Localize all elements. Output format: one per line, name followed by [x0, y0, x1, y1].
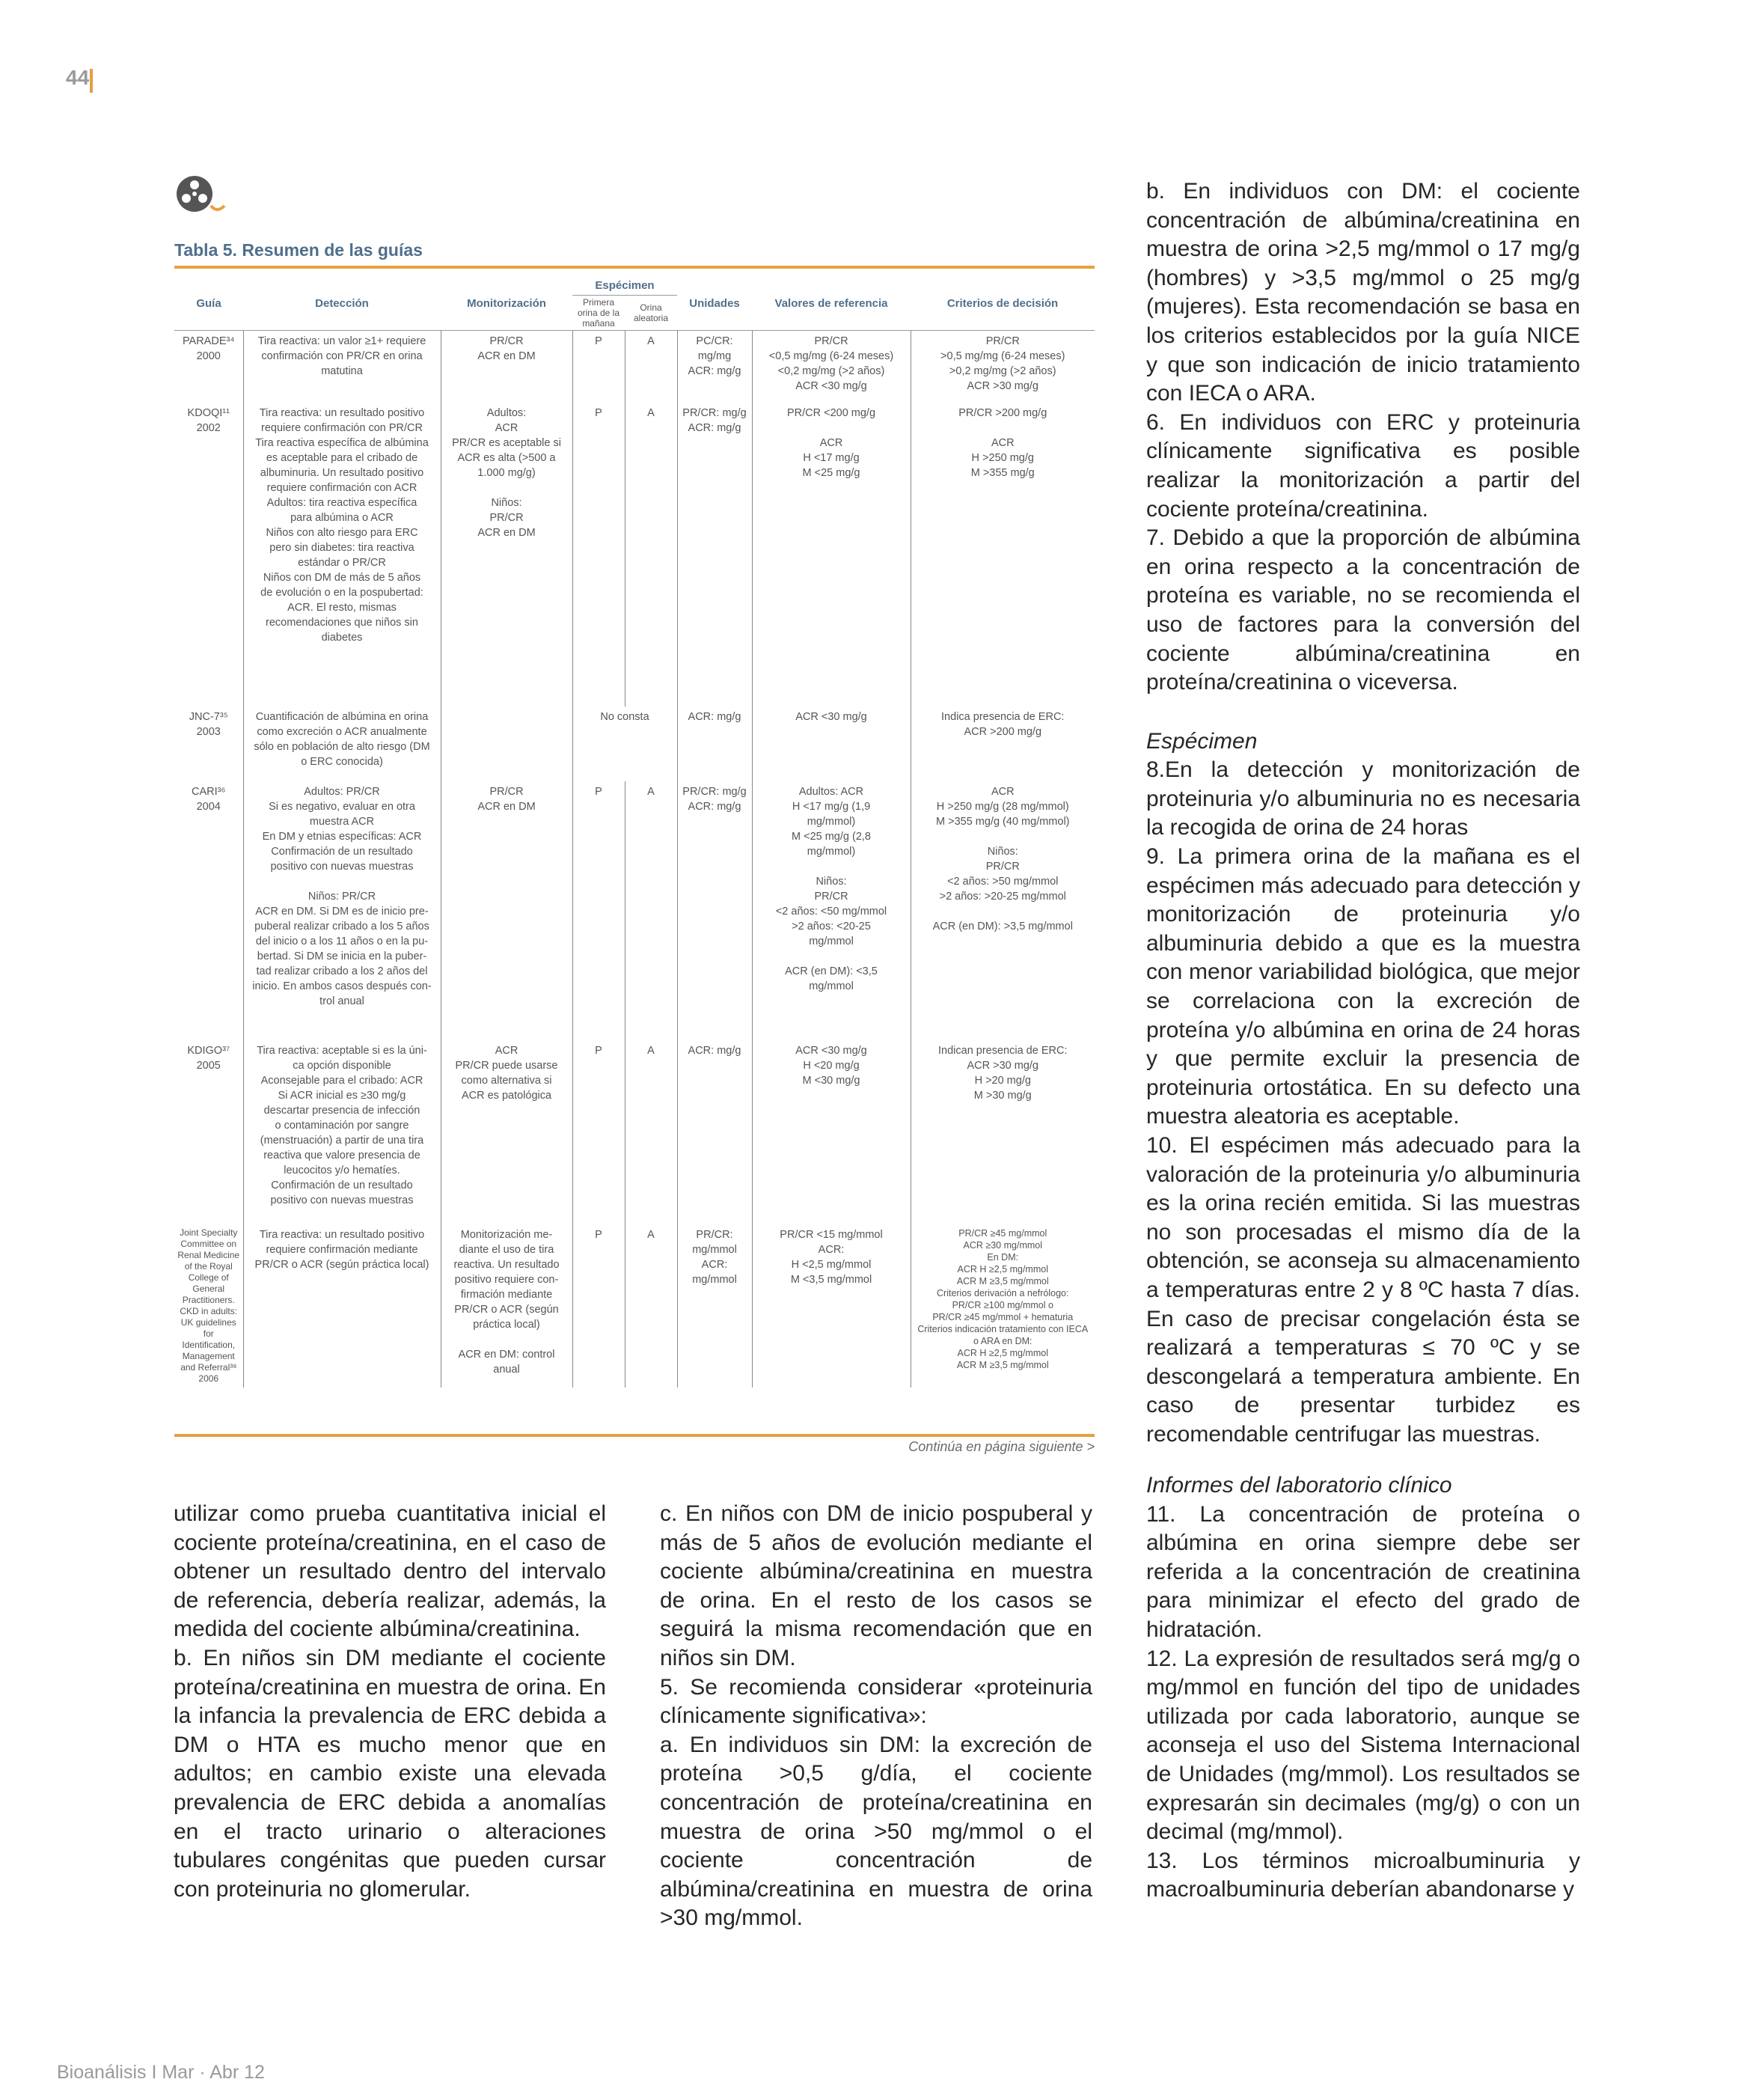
header-deteccion: Detección	[243, 277, 441, 331]
film-reel-icon	[174, 173, 227, 218]
cell-unidades: PR/CR: mg/mmol ACR: mg/mmol	[677, 1224, 752, 1388]
paragraph: c. En niños con DM de inicio pospuberal y más de 5 años de evolución mediante el cociente albúmina/creatinina en muestra de orina. En el resto de los casos se seguirá la misma recomendación que en niños sin DM.	[660, 1501, 1092, 1670]
cell-aleatoria: A	[625, 403, 677, 706]
header-valores: Valores de referencia	[752, 277, 911, 331]
cell-guia: JNC-7³⁵ 2003	[189, 710, 228, 738]
section-heading-especimen: Espécimen	[1146, 728, 1258, 754]
cell-valores: PR/CR <15 mg/mmol ACR: H <2,5 mg/mmol M <3,5 mg/mmol	[752, 1224, 911, 1388]
table-row	[174, 1224, 1095, 1388]
cell-deteccion: Adultos: PR/CR Si es negativo, evaluar en otra muestra ACR En DM y etnias específicas: ACR Confirmación de un resultado positivo con nuevas muestras Niños: PR/CR ACR en DM. Si DM es de inicio pre- puberal realizar cribado a los 5 años del inicio o a los 11 años o en la pu- bertad. Si DM se inicia en la puber- tad realizar cribado a los 2 años del inicio. En ambos casos después con- trol anual	[243, 781, 441, 1040]
paragraph: 11. La concentración de proteína o albúmina en orina siempre debe ser referida a la concentración de creatinina para minimizar el efecto del grado de hidratación.	[1146, 1501, 1580, 1642]
cell-monitorizacion	[441, 706, 572, 781]
page-number-mark	[90, 69, 93, 93]
right-column-bottom	[1146, 1471, 1580, 1905]
cell-criterios: PR/CR >0,5 mg/mg (6-24 meses) >0,2 mg/mg (>2 años) ACR >30 mg/g	[911, 331, 1095, 403]
cell-monitorizacion: PR/CR ACR en DM	[441, 331, 572, 403]
cell-guia: CARI³⁶ 2004	[192, 785, 226, 813]
header-especimen-primera: Primera orina de la mañana	[572, 296, 625, 331]
cell-valores: Adultos: ACR H <17 mg/g (1,9 mg/mmol) M <25 mg/g (2,8 mg/mmol) Niños: PR/CR <2 años: <50 mg/mmol >2 años: <20-25 mg/mmol ACR (en DM): <3,5 mg/mmol	[752, 781, 911, 1040]
right-column-top	[1146, 177, 1580, 1450]
table-row	[174, 331, 1095, 403]
cell-guia: KDIGO³⁷ 2005	[187, 1044, 230, 1072]
table-bottom-rule	[174, 1434, 1095, 1437]
paragraph: 7. Debido a que la proporción de albúmina en orina respecto a la concentración de proteína es variable, no se recomienda el uso de factores para la conversión del cociente albúmina/creatinina en proteína/creatinina o viceversa.	[1146, 525, 1580, 695]
footer-publication: Bioanálisis I Mar · Abr 12	[57, 2062, 265, 2083]
cell-unidades: PC/CR: mg/mg ACR: mg/g	[677, 331, 752, 403]
cell-primera: P	[572, 331, 625, 403]
middle-column-bottom	[660, 1500, 1092, 1933]
cell-aleatoria: A	[625, 781, 677, 1040]
cell-valores: PR/CR <0,5 mg/mg (6-24 meses) <0,2 mg/mg (>2 años) ACR <30 mg/g	[752, 331, 911, 403]
table-row	[174, 403, 1095, 706]
cell-criterios: Indican presencia de ERC: ACR >30 mg/g H >20 mg/g M >30 mg/g	[911, 1040, 1095, 1224]
cell-criterios: PR/CR ≥45 mg/mmol ACR ≥30 mg/mmol En DM: ACR H ≥2,5 mg/mmol ACR M ≥3,5 mg/mmol Criterios derivación a nefrólogo: PR/CR ≥100 mg/mmol o PR/CR ≥45 mg/mmol + hematuria Criterios indicación tratamiento con IECA o ARA en DM: ACR H ≥2,5 mg/mmol ACR M ≥3,5 mg/mmol	[911, 1224, 1095, 1388]
table-title: Tabla 5. Resumen de las guías	[174, 240, 423, 260]
cell-especimen-note: No consta	[572, 706, 677, 781]
table-top-rule	[174, 266, 1095, 269]
cell-unidades: PR/CR: mg/g ACR: mg/g	[677, 403, 752, 706]
header-criterios: Criterios de decisión	[911, 277, 1095, 331]
cell-primera: P	[572, 1040, 625, 1224]
section-heading-informes: Informes del laboratorio clínico	[1146, 1473, 1452, 1498]
cell-aleatoria: A	[625, 1224, 677, 1388]
paragraph: 6. En individuos con ERC y proteinuria clínicamente significativa es posible realizar la monitorización a partir del cociente proteína/creatinina.	[1146, 409, 1580, 522]
cell-aleatoria: A	[625, 331, 677, 403]
cell-valores: ACR <30 mg/g	[752, 706, 911, 781]
header-monitorizacion: Monitorización	[441, 277, 572, 331]
page-number: 44	[66, 66, 90, 89]
paragraph: b. En individuos con DM: el cociente concentración de albúmina/creatinina en muestra de orina >2,5 mg/mmol o 17 mg/g (hombres) y >3,5 mg/mmol o 25 mg/g (mujeres). Esta recomendación se basa en los criterios establecidos por la guía NICE y que son indicación de inicio tratamiento con IECA o ARA.	[1146, 179, 1580, 406]
paragraph: 12. La expresión de resultados será mg/g o mg/mmol en función del tipo de unidades utilizada por cada laboratorio, aunque se aconseja el uso del Sistema Internacional de Unidades (mg/mmol). Los resultados se expresarán sin decimales (mg/g) o con un decimal (mg/mmol).	[1146, 1646, 1580, 1845]
header-especimen: Espécimen	[572, 277, 677, 296]
table-row	[174, 781, 1095, 1040]
cell-criterios: Indica presencia de ERC: ACR >200 mg/g	[911, 706, 1095, 781]
cell-guia: KDOQI¹¹ 2002	[187, 406, 230, 434]
cell-monitorizacion: Monitorización me- diante el uso de tira reactiva. Un resultado positivo requiere con- firmación mediante PR/CR o ACR (según práctica local) ACR en DM: control anual	[441, 1224, 572, 1388]
cell-unidades: ACR: mg/g	[677, 1040, 752, 1224]
header-unidades: Unidades	[677, 277, 752, 331]
cell-primera: P	[572, 403, 625, 706]
table-continued-note: Continúa en página siguiente >	[908, 1439, 1095, 1454]
paragraph: 8.En la detección y monitorización de proteinuria y/o albuminuria no es necesaria la recogida de orina de 24 horas	[1146, 757, 1580, 840]
paragraph: 5. Se recomienda considerar «proteinuria clínicamente significativa»:	[660, 1674, 1092, 1729]
header-guia: Guía	[174, 277, 243, 331]
paragraph: utilizar como prueba cuantitativa inicial el cociente proteína/creatinina, en el caso de obtener un resultado dentro del intervalo de referencia, debería realizar, además, la medida del cociente albúmina/creatinina.	[174, 1501, 606, 1642]
cell-criterios: ACR H >250 mg/g (28 mg/mmol) M >355 mg/g (40 mg/mmol) Niños: PR/CR <2 años: >50 mg/mmol >2 años: >20-25 mg/mmol ACR (en DM): >3,5 mg/mmol	[911, 781, 1095, 1040]
cell-deteccion: Tira reactiva: un valor ≥1+ requiere confirmación con PR/CR en orina matutina	[243, 331, 441, 403]
cell-unidades: PR/CR: mg/g ACR: mg/g	[677, 781, 752, 1040]
cell-deteccion: Tira reactiva: aceptable si es la úni- ca opción disponible Aconsejable para el cribado: ACR Si ACR inicial es ≥30 mg/g descartar presencia de infección o contaminación por sangre (menstruación) a partir de una tira reactiva que valore presencia de leucocitos y/o hematíes. Confirmación de un resultado positivo con nuevas muestras	[243, 1040, 441, 1224]
table-row	[174, 706, 1095, 781]
cell-criterios: PR/CR >200 mg/g ACR H >250 mg/g M >355 mg/g	[911, 403, 1095, 706]
cell-primera: P	[572, 781, 625, 1040]
paragraph: 9. La primera orina de la mañana es el espécimen más adecuado para detección y monitorización de proteinuria y/o albuminuria debido a que es la muestra con menor variabilidad biológica, que mejor se correlaciona con la excreción de proteína y/o albúmina en orina de 24 horas y que permite excluir la presencia de proteinuria ortostática. En su defecto una muestra aleatoria es aceptable.	[1146, 844, 1580, 1129]
table-row	[174, 1040, 1095, 1224]
cell-primera: P	[572, 1224, 625, 1388]
paragraph: 10. El espécimen más adecuado para la valoración de la proteinuria y/o albuminuria es la orina recién emitida. Si las muestras no son procesadas el mismo día de la obtención, se aconseja su almacenamiento a temperaturas entre 2 y 8 ºC hasta 7 días. En caso de precisar congelación ésta se realizará a temperaturas ≤ 70 ºC y se descongelará a temperatura ambiente. En caso de presentar turbidez es recomendable centrifugar las muestras.	[1146, 1133, 1580, 1447]
cell-monitorizacion: Adultos: ACR PR/CR es aceptable si ACR es alta (>500 a 1.000 mg/g) Niños: PR/CR ACR en DM	[441, 403, 572, 706]
cell-monitorizacion: ACR PR/CR puede usarse como alternativa si ACR es patológica	[441, 1040, 572, 1224]
cell-guia: Joint Specialty Committee on Renal Medicine of the Royal College of General Practitioners. CKD in adults: UK guidelines for Identification, Management and Referral³⁸ 2006	[177, 1227, 240, 1384]
cell-deteccion: Tira reactiva: un resultado positivo requiere confirmación con PR/CR Tira reactiva específica de albúmina es aceptable para el cribado de albuminuria. Un resultado positivo requiere confirmación con ACR Adultos: tira reactiva específica para albúmina o ACR Niños con alto riesgo para ERC pero sin diabetes: tira reactiva estándar o PR/CR Niños con DM de más de 5 años de evolución o en la pospubertad: ACR. El resto, mismas recomendaciones que niños sin diabetes	[243, 403, 441, 706]
cell-unidades: ACR: mg/g	[677, 706, 752, 781]
cell-monitorizacion: PR/CR ACR en DM	[441, 781, 572, 1040]
cell-aleatoria: A	[625, 1040, 677, 1224]
paragraph: 13. Los términos microalbuminuria y macroalbuminuria deberían abandonarse y	[1146, 1848, 1580, 1902]
left-column-bottom	[174, 1500, 606, 1904]
cell-deteccion: Tira reactiva: un resultado positivo requiere confirmación mediante PR/CR o ACR (según práctica local)	[243, 1224, 441, 1388]
paragraph: b. En niños sin DM mediante el cociente proteína/creatinina en muestra de orina. En la infancia la prevalencia de ERC debida a DM o HTA es mucho menor que en adultos; en cambio existe una elevada prevalencia de ERC debida a anomalías en el tracto urinario o alteraciones tubulares congénitas que pueden cursar con proteinuria no glomerular.	[174, 1645, 606, 1902]
cell-deteccion: Cuantificación de albúmina en orina como excreción o ACR anualmente sólo en población de alto riesgo (DM o ERC conocida)	[243, 706, 441, 781]
header-especimen-aleatoria: Orina aleatoria	[625, 296, 677, 331]
cell-valores: ACR <30 mg/g H <20 mg/g M <30 mg/g	[752, 1040, 911, 1224]
guides-table	[174, 277, 1095, 1388]
cell-guia: PARADE³⁴ 2000	[182, 335, 235, 362]
paragraph: a. En individuos sin DM: la excreción de proteína >0,5 g/día, el cociente concentración de proteína/creatinina en muestra de orina >50 mg/mmol o el cociente concentración de albúmina/creatinina en muestra de orina >30 mg/mmol.	[660, 1732, 1092, 1931]
cell-valores: PR/CR <200 mg/g ACR H <17 mg/g M <25 mg/g	[752, 403, 911, 706]
